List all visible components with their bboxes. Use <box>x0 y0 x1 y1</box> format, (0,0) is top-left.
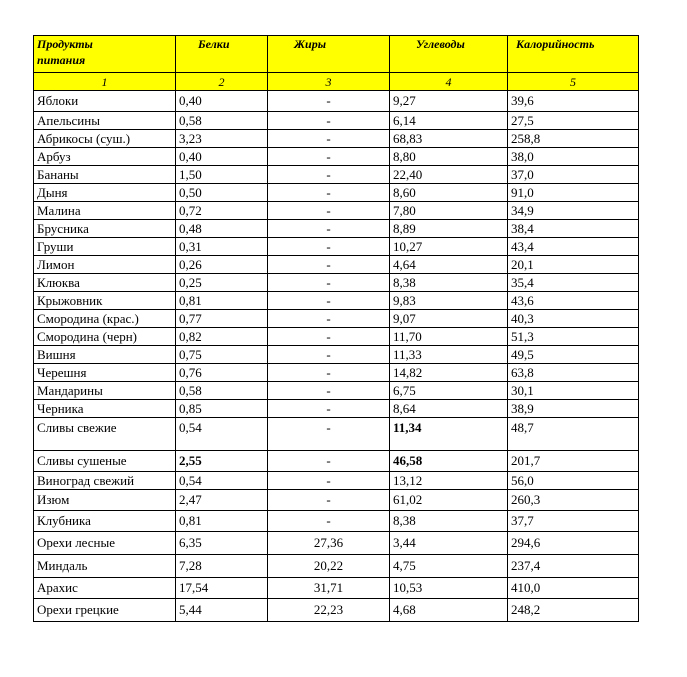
protein-value: 3,23 <box>176 130 268 148</box>
protein-value: 0,25 <box>176 274 268 292</box>
protein-value: 0,82 <box>176 328 268 346</box>
table-row <box>34 274 639 292</box>
header-row <box>34 36 639 73</box>
fat-value: - <box>268 274 390 292</box>
carbs-value: 13,12 <box>390 472 508 490</box>
calories-value: 27,5 <box>508 112 639 130</box>
table-row <box>34 328 639 346</box>
table-row <box>34 166 639 184</box>
fat-value: - <box>268 220 390 238</box>
calories-value: 51,3 <box>508 328 639 346</box>
fat-value: - <box>268 382 390 400</box>
fat-value: - <box>268 148 390 166</box>
carbs-value: 10,27 <box>390 238 508 256</box>
table-row <box>34 400 639 418</box>
product-name: Орехи грецкие <box>34 599 176 622</box>
calories-value: 48,7 <box>508 418 639 451</box>
fat-value: - <box>268 166 390 184</box>
protein-value: 0,48 <box>176 220 268 238</box>
calories-value: 201,7 <box>508 451 639 472</box>
table-row <box>34 346 639 364</box>
column-number: 1 <box>34 73 176 91</box>
protein-value: 17,54 <box>176 578 268 599</box>
calories-value: 294,6 <box>508 532 639 555</box>
protein-value: 0,81 <box>176 511 268 532</box>
product-name: Мандарины <box>34 382 176 400</box>
nutrition-table <box>33 35 639 622</box>
header-carbs: Углеводы <box>390 36 508 73</box>
protein-value: 2,55 <box>176 451 268 472</box>
table-row <box>34 382 639 400</box>
protein-value: 0,58 <box>176 112 268 130</box>
carbs-value: 46,58 <box>390 451 508 472</box>
fat-value: - <box>268 256 390 274</box>
fat-value: 27,36 <box>268 532 390 555</box>
fat-value: - <box>268 346 390 364</box>
carbs-value: 9,07 <box>390 310 508 328</box>
fat-value: - <box>268 364 390 382</box>
calories-value: 38,9 <box>508 400 639 418</box>
calories-value: 35,4 <box>508 274 639 292</box>
calories-value: 40,3 <box>508 310 639 328</box>
carbs-value: 9,83 <box>390 292 508 310</box>
header-products-line2: питания <box>37 53 86 67</box>
calories-value: 30,1 <box>508 382 639 400</box>
table-body <box>34 91 639 622</box>
table-row <box>34 310 639 328</box>
fat-value: - <box>268 310 390 328</box>
column-number: 5 <box>508 73 639 91</box>
carbs-value: 3,44 <box>390 532 508 555</box>
carbs-value: 8,64 <box>390 400 508 418</box>
calories-value: 37,0 <box>508 166 639 184</box>
carbs-value: 7,80 <box>390 202 508 220</box>
protein-value: 0,54 <box>176 418 268 451</box>
carbs-value: 68,83 <box>390 130 508 148</box>
table-row <box>34 472 639 490</box>
protein-value: 0,54 <box>176 472 268 490</box>
protein-value: 0,40 <box>176 91 268 112</box>
protein-value: 1,50 <box>176 166 268 184</box>
carbs-value: 11,34 <box>390 418 508 451</box>
fat-value: 22,23 <box>268 599 390 622</box>
fat-value: - <box>268 112 390 130</box>
calories-value: 20,1 <box>508 256 639 274</box>
product-name: Дыня <box>34 184 176 202</box>
product-name: Арбуз <box>34 148 176 166</box>
table-row <box>34 532 639 555</box>
column-number: 4 <box>390 73 508 91</box>
product-name: Виноград свежий <box>34 472 176 490</box>
protein-value: 0,77 <box>176 310 268 328</box>
table-row <box>34 112 639 130</box>
table-row <box>34 256 639 274</box>
protein-value: 0,31 <box>176 238 268 256</box>
table-row <box>34 238 639 256</box>
fat-value: - <box>268 328 390 346</box>
carbs-value: 8,60 <box>390 184 508 202</box>
calories-value: 410,0 <box>508 578 639 599</box>
table-row <box>34 555 639 578</box>
calories-value: 43,6 <box>508 292 639 310</box>
header-products-line1: Продукты <box>37 37 93 51</box>
carbs-value: 8,38 <box>390 511 508 532</box>
table-row <box>34 578 639 599</box>
header-fat: Жиры <box>268 36 390 73</box>
fat-value: - <box>268 418 390 451</box>
fat-value: - <box>268 184 390 202</box>
calories-value: 49,5 <box>508 346 639 364</box>
column-number: 3 <box>268 73 390 91</box>
fat-value: - <box>268 490 390 511</box>
product-name: Сливы свежие <box>34 418 176 451</box>
carbs-value: 8,38 <box>390 274 508 292</box>
product-name: Абрикосы (суш.) <box>34 130 176 148</box>
calories-value: 38,0 <box>508 148 639 166</box>
fat-value: - <box>268 451 390 472</box>
calories-value: 63,8 <box>508 364 639 382</box>
protein-value: 0,85 <box>176 400 268 418</box>
protein-value: 6,35 <box>176 532 268 555</box>
calories-value: 260,3 <box>508 490 639 511</box>
product-name: Смородина (черн) <box>34 328 176 346</box>
carbs-value: 4,64 <box>390 256 508 274</box>
protein-value: 7,28 <box>176 555 268 578</box>
table-row <box>34 91 639 112</box>
fat-value: - <box>268 238 390 256</box>
carbs-value: 4,75 <box>390 555 508 578</box>
fat-value: 20,22 <box>268 555 390 578</box>
product-name: Арахис <box>34 578 176 599</box>
calories-value: 237,4 <box>508 555 639 578</box>
product-name: Крыжовник <box>34 292 176 310</box>
calories-value: 34,9 <box>508 202 639 220</box>
table-row <box>34 148 639 166</box>
carbs-value: 11,70 <box>390 328 508 346</box>
carbs-value: 10,53 <box>390 578 508 599</box>
carbs-value: 11,33 <box>390 346 508 364</box>
product-name: Орехи лесные <box>34 532 176 555</box>
carbs-value: 22,40 <box>390 166 508 184</box>
fat-value: - <box>268 292 390 310</box>
calories-value: 91,0 <box>508 184 639 202</box>
table-row <box>34 292 639 310</box>
product-name: Черника <box>34 400 176 418</box>
product-name: Клубника <box>34 511 176 532</box>
header-calories: Калорийность <box>508 36 639 73</box>
product-name: Малина <box>34 202 176 220</box>
product-name: Черешня <box>34 364 176 382</box>
product-name: Яблоки <box>34 91 176 112</box>
table-row <box>34 490 639 511</box>
product-name: Вишня <box>34 346 176 364</box>
fat-value: - <box>268 202 390 220</box>
product-name: Бананы <box>34 166 176 184</box>
fat-value: - <box>268 130 390 148</box>
protein-value: 0,40 <box>176 148 268 166</box>
table-row <box>34 451 639 472</box>
calories-value: 56,0 <box>508 472 639 490</box>
carbs-value: 8,80 <box>390 148 508 166</box>
table-row <box>34 202 639 220</box>
protein-value: 0,50 <box>176 184 268 202</box>
table-row <box>34 511 639 532</box>
product-name: Апельсины <box>34 112 176 130</box>
calories-value: 37,7 <box>508 511 639 532</box>
table-row <box>34 220 639 238</box>
fat-value: - <box>268 472 390 490</box>
product-name: Сливы сушеные <box>34 451 176 472</box>
protein-value: 2,47 <box>176 490 268 511</box>
calories-value: 43,4 <box>508 238 639 256</box>
protein-value: 0,75 <box>176 346 268 364</box>
carbs-value: 9,27 <box>390 91 508 112</box>
calories-value: 38,4 <box>508 220 639 238</box>
table-row <box>34 364 639 382</box>
header-products <box>34 36 176 73</box>
protein-value: 0,76 <box>176 364 268 382</box>
column-number: 2 <box>176 73 268 91</box>
carbs-value: 6,75 <box>390 382 508 400</box>
table-row <box>34 184 639 202</box>
protein-value: 0,26 <box>176 256 268 274</box>
carbs-value: 61,02 <box>390 490 508 511</box>
product-name: Клюква <box>34 274 176 292</box>
table-row <box>34 130 639 148</box>
fat-value: - <box>268 400 390 418</box>
table-row <box>34 418 639 451</box>
carbs-value: 4,68 <box>390 599 508 622</box>
calories-value: 39,6 <box>508 91 639 112</box>
calories-value: 258,8 <box>508 130 639 148</box>
carbs-value: 8,89 <box>390 220 508 238</box>
product-name: Лимон <box>34 256 176 274</box>
fat-value: - <box>268 91 390 112</box>
column-number-row <box>34 73 639 91</box>
calories-value: 248,2 <box>508 599 639 622</box>
product-name: Смородина (крас.) <box>34 310 176 328</box>
protein-value: 5,44 <box>176 599 268 622</box>
carbs-value: 6,14 <box>390 112 508 130</box>
product-name: Изюм <box>34 490 176 511</box>
carbs-value: 14,82 <box>390 364 508 382</box>
fat-value: 31,71 <box>268 578 390 599</box>
fat-value: - <box>268 511 390 532</box>
product-name: Груши <box>34 238 176 256</box>
header-protein: Белки <box>176 36 268 73</box>
product-name: Миндаль <box>34 555 176 578</box>
table-row <box>34 599 639 622</box>
protein-value: 0,81 <box>176 292 268 310</box>
product-name: Брусника <box>34 220 176 238</box>
protein-value: 0,72 <box>176 202 268 220</box>
protein-value: 0,58 <box>176 382 268 400</box>
